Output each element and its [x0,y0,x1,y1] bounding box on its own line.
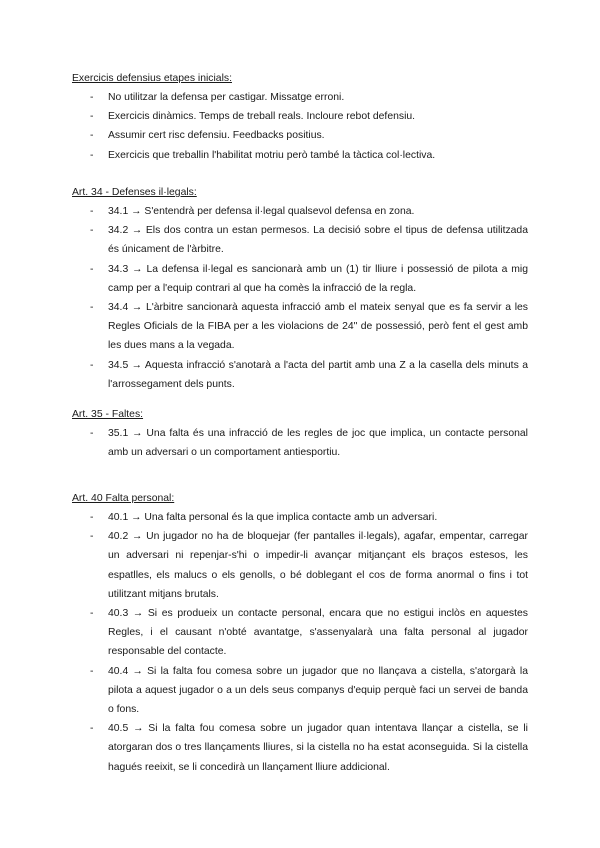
list-item: - 34.4 → L'àrbitre sancionarà aquesta infracció amb el mateix senyal que es fa servir a les Regles Oficials de la FIBA per a les violacions de 24" de possessió, però fent el gest amb les dues mans a la vegada. [72,298,528,356]
list-item: - 40.3 → Si es produeix un contacte personal, encara que no estigui inclòs en aquestes Regles, i el causant n'obté avantatge, s'assenyalarà una falta personal al jugador responsable del contacte. [72,604,528,662]
list-item: - 40.5 → Si la falta fou comesa sobre un jugador quan intentava llançar a cistella, se li atorgaran dos o tres llançaments lliures, si la cistella no ha estat aconseguida. Si la cistella hagués reeixit, se li concedirà un llançament lliure addicional. [72,719,528,777]
section-heading: Art. 34 - Defenses il·legals: [72,187,197,198]
list-item: - 34.5 → Aquesta infracció s'anotarà a l'acta del partit amb una Z a la casella dels minuts a l'arrossegament dels punts. [72,356,528,394]
list-item: - Exercicis dinàmics. Temps de treball reals. Incloure rebot defensiu. [72,107,528,126]
list-item: - 40.2 → Un jugador no ha de bloquejar (fer pantalles il·legals), agafar, empentar, carregar un adversari ni repenjar-s'hi o impedir-li avançar mitjançant els braços estesos, les espatlles, els malucs o els genolls, o bé doblegant el cos de forma anormal o fins i tot utilitzant mitjans brutals. [72,527,528,604]
section-heading: Art. 40 Falta personal: [72,493,175,504]
list-item: - Assumir cert risc defensiu. Feedbacks positius. [72,126,528,145]
section-defensive-exercises [72,69,528,165]
section-heading: Art. 35 - Faltes: [72,409,144,420]
list-item: - 34.2 → Els dos contra un estan permesos. La decisió sobre el tipus de defensa utilitzada és únicament de l'àrbitre. [72,221,528,259]
list-item: - Exercicis que treballin l'habilitat motriu però també la tàctica col·lectiva. [72,146,528,165]
bullet-list [72,88,528,165]
section-art-34 [72,183,528,394]
section-art-35 [72,405,528,462]
list-item: - 40.1 → Una falta personal és la que implica contacte amb un adversari. [72,508,528,527]
bullet-list [72,424,528,462]
list-item: - 34.1 → S'entendrà per defensa il·legal qualsevol defensa en zona. [72,202,528,221]
bullet-list [72,202,528,394]
list-item: - 40.4 → Si la falta fou comesa sobre un jugador que no llançava a cistella, s'atorgarà la pilota a aquest jugador o a un dels seus companys d'equip perquè faci un servei de banda o fons. [72,662,528,720]
section-art-40 [72,489,528,777]
list-item: - No utilitzar la defensa per castigar. Missatge erroni. [72,88,528,107]
list-item: - 34.3 → La defensa il·legal es sancionarà amb un (1) tir lliure i possessió de pilota a mig camp per a l'equip contrari al que ha comès la infracció de la regla. [72,260,528,298]
section-heading: Exercicis defensius etapes inicials: [72,73,232,84]
bullet-list [72,508,528,777]
list-item: - 35.1 → Una falta és una infracció de les regles de joc que implica, un contacte personal amb un adversari o un comportament antiesportiu. [72,424,528,462]
